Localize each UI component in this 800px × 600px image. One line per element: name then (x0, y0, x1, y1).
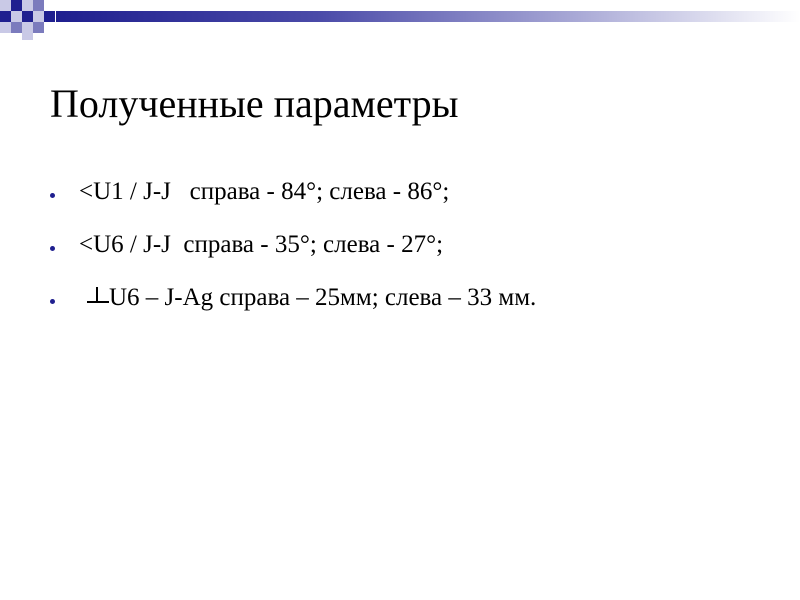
decor-square (22, 22, 33, 33)
bullet-dot-icon (50, 299, 55, 304)
bullet-text-with-symbol (79, 284, 536, 312)
decor-square (22, 33, 33, 40)
perpendicular-icon (85, 287, 109, 305)
bullet-dot-icon (50, 193, 55, 198)
header-decoration (0, 0, 800, 40)
decor-square (11, 11, 22, 22)
decor-square (0, 0, 11, 11)
bullet-text: U6 – J-Ag справа – 25мм; слева – 33 мм. (109, 284, 537, 311)
bullet-item (50, 284, 537, 337)
decor-square (22, 0, 33, 11)
decor-square (22, 11, 33, 22)
decor-square (33, 22, 44, 33)
header-gradient-bar (56, 11, 800, 22)
bullet-item (50, 178, 450, 231)
bullet-item (50, 231, 444, 284)
decor-square (44, 11, 55, 22)
decor-square (11, 0, 22, 11)
bullet-text: <U6 / J-J справа - 35°; слева - 27°; (79, 231, 444, 258)
decor-square (33, 11, 44, 22)
bullet-dot-icon (50, 246, 55, 251)
decor-square (11, 22, 22, 33)
slide-title: Полученные параметры (50, 81, 459, 126)
bullet-list (50, 178, 537, 337)
decor-square (0, 22, 11, 33)
bullet-text: <U1 / J-J справа - 84°; слева - 86°; (79, 178, 450, 205)
decor-square (33, 0, 44, 11)
decor-square (0, 11, 11, 22)
